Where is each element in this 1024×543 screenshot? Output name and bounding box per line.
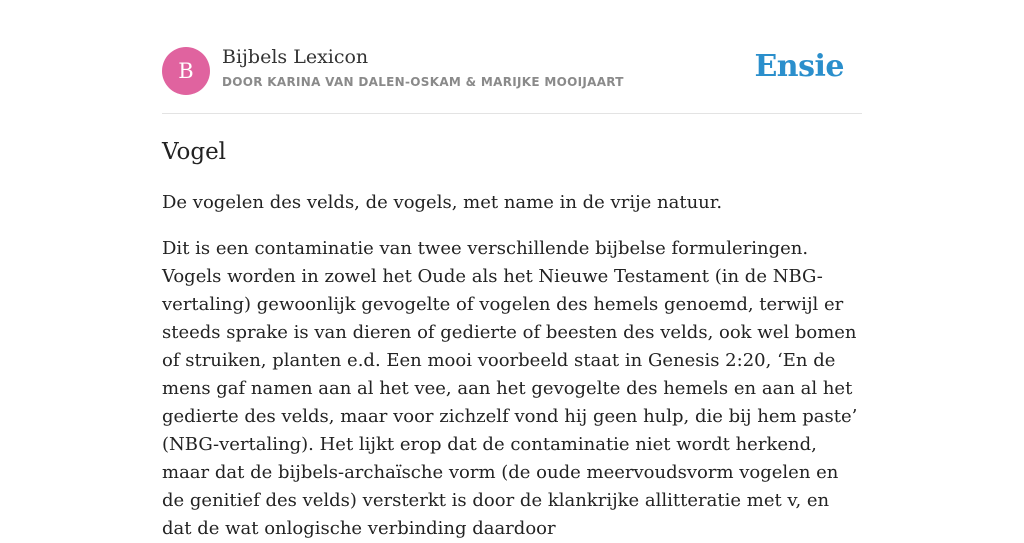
entry-heading: Vogel [162,139,227,165]
brand-logo[interactable]: Ensie [754,49,844,84]
lexicon-avatar[interactable]: B [162,47,210,95]
header-divider [162,113,862,114]
site-header [162,44,862,98]
lexicon-title[interactable]: Bijbels Lexicon [222,46,369,68]
lexicon-byline: DOOR KARINA VAN DALEN-OSKAM & MARIJKE MOOIJAART [222,75,624,89]
entry-body: Dit is een contaminatie van twee verschillende bijbelse formuleringen. Vogels worden in zowel het Oude als het Nieuwe Testament (in de NBG-vertaling) gewoonlijk gevogelte of vogelen des hemels genoemd, terwijl er steeds sprake is van dieren of gedierte of beesten des velds, ook wel bomen of struiken, planten e.d. Een mooi voorbeeld staat in Genesis 2:20, ‘En de mens gaf namen aan al het vee, aan het gevogelte des hemels en aan al het gedierte des velds, maar voor zichzelf vond hij geen hulp, die bij hem paste’ (NBG-vertaling). Het lijkt erop dat de contaminatie niet wordt herkend, maar dat de bijbels-archaïsche vorm (de oude meervoudsvorm vogelen en de genitief des velds) versterkt is door de klankrijke allitteratie met v, en dat de wat onlogische verbinding daardoor [162,238,858,539]
entry-definition: De vogelen des velds, de vogels, met name in de vrije natuur. [162,192,723,213]
entry-content [162,135,862,543]
